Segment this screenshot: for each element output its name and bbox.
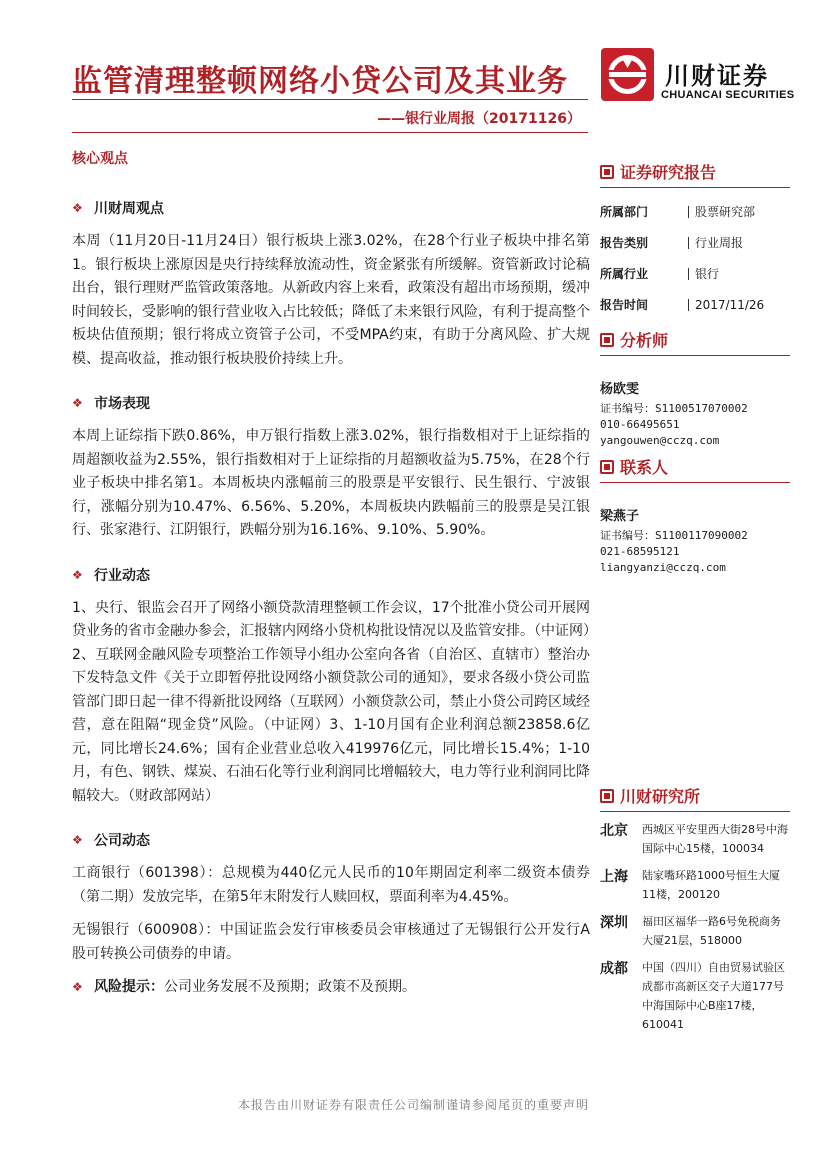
header-rule-top (72, 99, 588, 100)
square-bullet-icon (600, 460, 614, 474)
section-heading: ❖ 公司动态 (72, 833, 150, 849)
chuancai-logo-icon (601, 48, 654, 101)
section-paragraph: 无锡银行（600908）：中国证监会发行审核委员会审核通过了无锡银行公开发行A股可转换公司债券的申请。 (72, 922, 590, 962)
section-heading: ❖ 市场表现 (72, 396, 150, 412)
info-row-category: 报告类别 行业周报 (600, 235, 744, 250)
sidebar-report-info (600, 160, 790, 320)
diamond-bullet-icon: ❖ (72, 980, 83, 994)
office-shenzhen: 深圳 福田区福华一路6号免税商务大厦21层，518000 (600, 915, 781, 947)
sidebar-institute (600, 784, 790, 1042)
main-content (72, 148, 590, 1000)
info-row-date: 报告时间 2017/11/26 (600, 297, 765, 312)
diamond-bullet-icon: ❖ (72, 567, 83, 582)
sidebar-heading: 联系人 (600, 455, 790, 483)
office-chengdu: 成都 中国（四川）自由贸易试验区成都市高新区交子大道177号中海国际中心B座17楼，610041 (600, 961, 785, 1031)
report-subtitle: ——银行业周报（20171126） (377, 111, 581, 127)
square-bullet-icon (600, 333, 614, 347)
info-row-industry: 所属行业 银行 (600, 266, 720, 281)
risk-text: 公司业务发展不及预期；政策不及预期。 (164, 979, 416, 995)
analyst-email[interactable]: yangouwen@cczq.com (600, 434, 720, 447)
contact-email[interactable]: liangyanzi@cczq.com (600, 561, 726, 574)
sidebar-analyst (600, 328, 790, 449)
section-heading: ❖ 川财周观点 (72, 201, 164, 217)
sidebar-heading: 证券研究报告 (600, 160, 790, 188)
diamond-bullet-icon: ❖ (72, 201, 83, 215)
logo-text-cn: 川财证券 (665, 62, 769, 90)
sidebar-heading: 分析师 (600, 328, 790, 356)
report-title: 监管清理整顿网络小贷公司及其业务 (72, 64, 568, 99)
analyst-cert: 证书编号：S1100517070002 (600, 402, 748, 415)
section-company-news (72, 830, 590, 966)
risk-label: 风险提示： (94, 979, 164, 995)
section-weekly-view (72, 198, 590, 371)
contact-cert: 证书编号：S1100117090002 (600, 529, 748, 542)
contact-name: 梁燕子 (600, 509, 640, 524)
core-views-title: 核心观点 (72, 151, 128, 167)
section-industry-news (72, 565, 590, 809)
logo-text-en: CHUANCAI SECURITIES (661, 89, 795, 101)
square-bullet-icon (600, 165, 614, 179)
info-row-department: 所属部门 股票研究部 (600, 204, 756, 219)
analyst-phone: 010-66495651 (600, 418, 680, 431)
analyst-name: 杨欧雯 (600, 382, 640, 397)
risk-warning (72, 976, 590, 1000)
section-paragraph: 1、央行、银监会召开了网络小额贷款清理整顿工作会议，17个批准小贷公司开展网贷业务的省市金融办参会，汇报辖内网络小贷机构批设情况以及监管安排。（中证网）2、互联网金融风险专项整治工作领导小组办公室向各省（自治区、直辖市）整治办下发特急文件《关于立即暂停批设网络小额贷款公司的通知》，要求各级小贷公司监管部门即日起一律不得新批设网络（互联网）小额贷款公司，禁止小贷公司跨区域经营，意在阻隔“现金贷”风险。（中证网）3、1-10月国有企业利润总额23858.6亿元，同比增长24.6%；国有企业营业总收入419976亿元，同比增长15.4%；1-10月，有色、钢铁、煤炭、石油石化等行业利润同比增幅较大，电力等行业利润同比降幅较大。（财政部网站） (72, 599, 590, 804)
sidebar-heading: 川财研究所 (600, 784, 790, 812)
header-rule-bottom (72, 132, 588, 133)
square-bullet-icon (600, 789, 614, 803)
section-paragraph: 工商银行（601398）：总规模为440亿元人民币的10年期固定利率二级资本债券（第二期）发放完毕，在第5年末附发行人赎回权，票面利率为4.45%。 (72, 865, 590, 905)
section-paragraph: 本周（11月20日-11月24日）银行板块上涨3.02%，在28个行业子板块中排名第1。银行板块上涨原因是央行持续释放流动性，资金紧张有所缓解。资管新政讨论稿出台，银行理财严监管政策落地。从新政内容上来看，政策没有超出市场预期，缓冲时间较长，受影响的银行营业收入占比较低；降低了未来银行风险，有利于提高整个板块估值预期；银行将成立资管子公司，不受MPA约束，有助于分离风险、扩大规模、提高收益，推动银行板块股价持续上升。 (72, 233, 590, 367)
diamond-bullet-icon: ❖ (72, 833, 83, 847)
sidebar-contact (600, 455, 790, 576)
section-paragraph: 本周上证综指下跌0.86%，申万银行指数上涨3.02%，银行指数相对于上证综指的周超额收益为2.55%，银行指数相对于上证综指的月超额收益为5.75%，在28个行业子板块中排名第1。本周板块内涨幅前三的股票是平安银行、民生银行、宁波银行，涨幅分别为10.47%、6.56%、5.20%，本周板块内跌幅前三的股票是吴江银行、张家港行、江阴银行，跌幅分别为16.16%、9.10%、5.90%。 (72, 428, 590, 538)
office-beijing: 北京 西城区平安里西大街28号中海国际中心15楼，100034 (600, 823, 788, 855)
section-market-performance (72, 393, 590, 543)
diamond-bullet-icon: ❖ (72, 396, 83, 410)
section-heading: ❖ 行业动态 (72, 567, 150, 584)
office-shanghai: 上海 陆家嘴环路1000号恒生大厦11楼，200120 (600, 869, 780, 901)
page-footer: 本报告由川财证券有限责任公司编制谨请参阅尾页的重要声明 (237, 1098, 589, 1112)
contact-phone: 021-68595121 (600, 545, 680, 558)
